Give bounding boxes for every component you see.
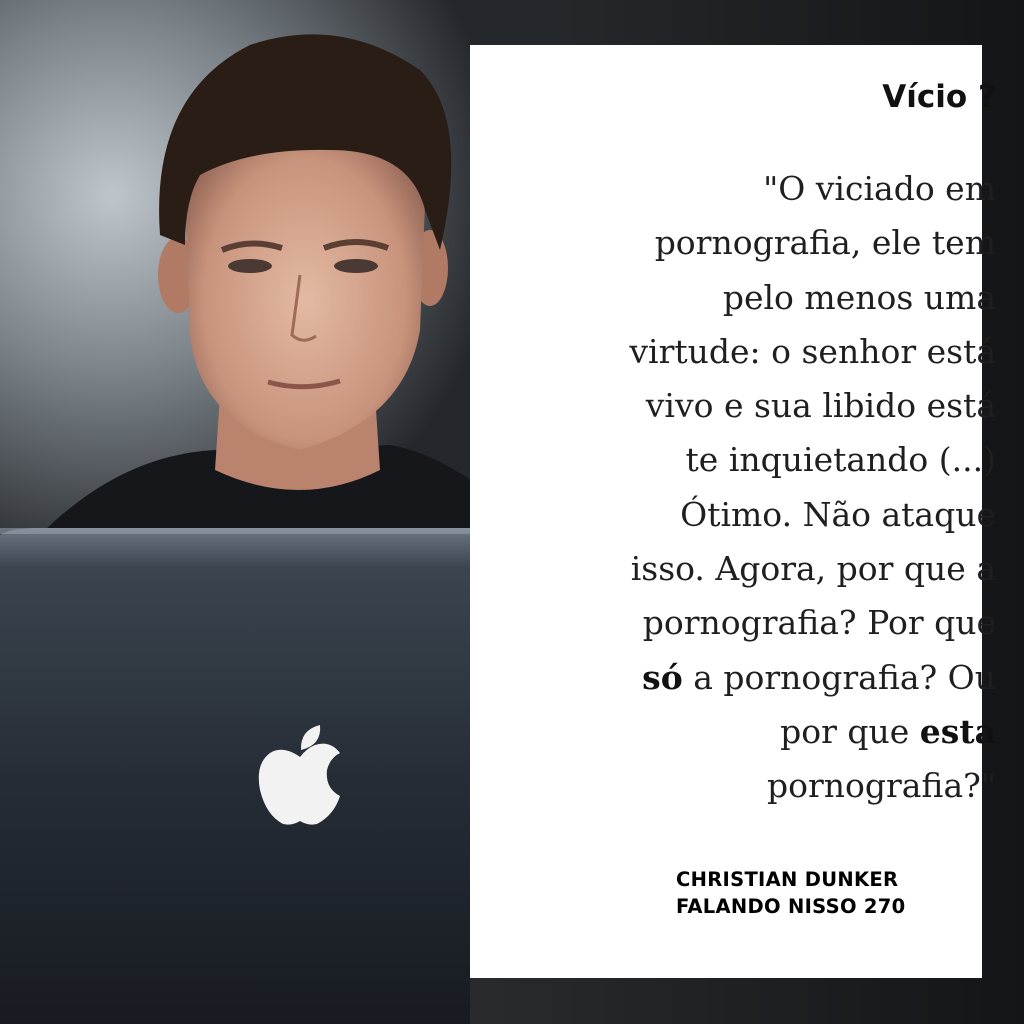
quote-line-rest: a pornografia? Ou: [682, 657, 996, 697]
quote-line: isso. Agora, por que a: [630, 549, 996, 589]
quote-line: pornografia? Por que: [642, 603, 996, 643]
credit-block: [676, 866, 906, 920]
quote-line: "O viciado em: [763, 169, 996, 208]
panel-title: Vício ?: [882, 79, 996, 115]
quote-line-start: por que: [780, 711, 920, 751]
quote-emphasis: só: [642, 657, 683, 697]
quote-line: [536, 651, 996, 705]
quote-line: pornografia, ele tem: [654, 223, 996, 263]
quote-line: Ótimo. Não ataque: [680, 494, 996, 534]
credit-source: FALANDO NISSO 270: [676, 895, 906, 918]
quote-line: pelo menos uma: [722, 277, 996, 317]
quote-line: [536, 705, 996, 759]
quote-line: pornografia?": [766, 766, 996, 806]
quote-emphasis: esta: [919, 711, 996, 751]
quote-text: [536, 162, 996, 814]
laptop: [0, 528, 470, 1024]
quote-line: virtude: o senhor está: [629, 331, 996, 371]
quote-line: te inquietando (...): [685, 440, 996, 480]
credit-author: CHRISTIAN DUNKER: [676, 868, 899, 891]
quote-line: vivo e sua libido está: [645, 386, 996, 426]
